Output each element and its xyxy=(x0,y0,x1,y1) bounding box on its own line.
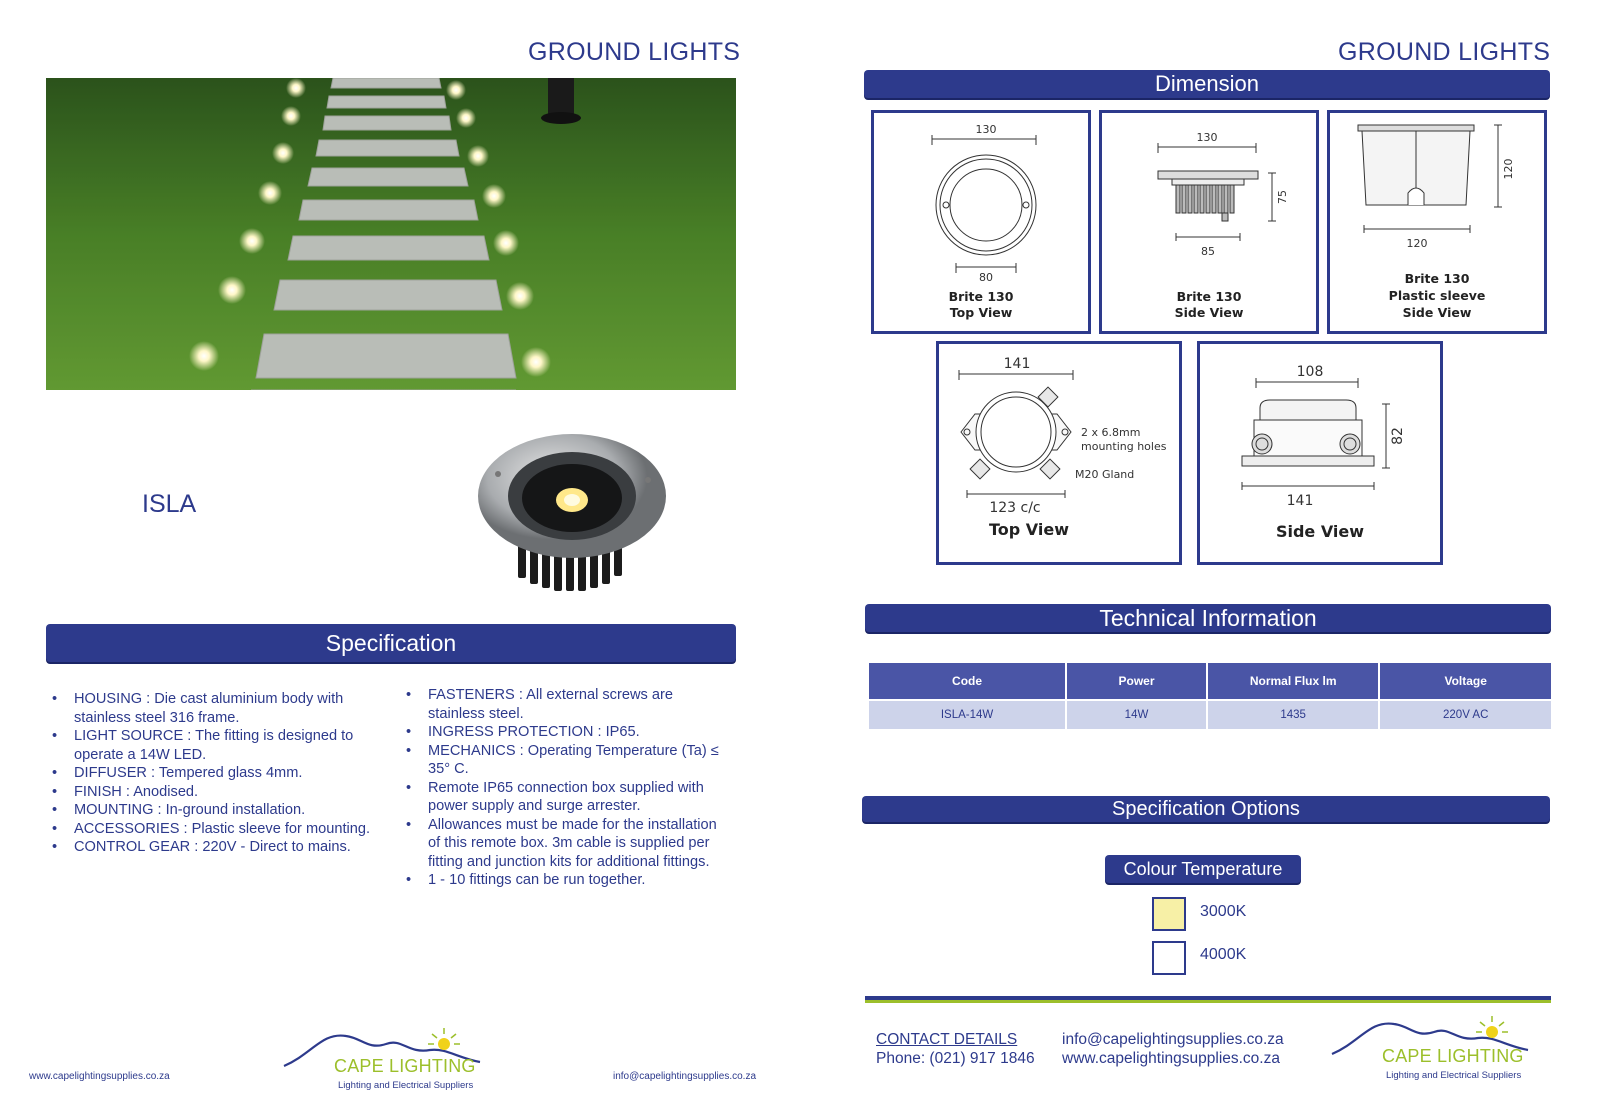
technical-table xyxy=(869,663,1551,729)
company-logo xyxy=(282,1024,492,1096)
spec-item: • MECHANICS : Operating Temperature (Ta) ≤ 35° C. xyxy=(402,742,732,779)
spec-options-header: Specification Options xyxy=(862,796,1550,822)
dim-height-label: 75 xyxy=(1276,190,1289,204)
spec-item: • HOUSING : Die cast aluminium body with stainless steel 316 frame. xyxy=(48,690,378,727)
table-cell: ISLA-14W xyxy=(869,700,1066,729)
contact-details-label: CONTACT DETAILS xyxy=(876,1031,1018,1048)
drawing-caption: Brite 130 xyxy=(1176,289,1242,304)
dim-bottom-label: 120 xyxy=(1406,237,1428,250)
swatch-4000k[interactable] xyxy=(1152,941,1186,975)
colour-temperature-label: Colour Temperature xyxy=(1105,855,1301,883)
dimension-header: Dimension xyxy=(864,70,1550,98)
drawing-caption: Top View xyxy=(949,305,1013,320)
footer-website[interactable]: www.capelightingsupplies.co.za xyxy=(29,1071,170,1082)
table-header-row xyxy=(869,663,1551,700)
dim-bottom-label: 141 xyxy=(1286,493,1314,509)
drawing-sleeve-view xyxy=(1327,110,1547,334)
drawing-caption: Brite 130 xyxy=(1404,271,1470,286)
logo-name: CAPE LIGHTING xyxy=(1382,1046,1524,1066)
swatch-3000k[interactable] xyxy=(1152,897,1186,931)
dim-width-label: 130 xyxy=(975,123,997,136)
option-label-4000k: 4000K xyxy=(1200,946,1247,963)
specification-header: Specification xyxy=(46,624,736,662)
contact-website[interactable]: www.capelightingsupplies.co.za xyxy=(1062,1050,1280,1067)
logo-tagline: Lighting and Electrical Suppliers xyxy=(338,1080,474,1091)
footer-divider-accent xyxy=(865,1000,1551,1003)
spec-item: • Allowances must be made for the installation of this remote box. 3m cable is supplied per fitting and junction kits for additional fittings. xyxy=(402,816,732,872)
product-image xyxy=(476,430,672,592)
spec-item: • LIGHT SOURCE : The fitting is designed to operate a 14W LED. xyxy=(48,727,378,764)
drawing-box-top-view xyxy=(936,341,1182,565)
dim-height-label: 82 xyxy=(1390,427,1406,445)
spec-item: • INGRESS PROTECTION : IP65. xyxy=(402,723,732,742)
footer-email[interactable]: info@capelightingsupplies.co.za xyxy=(613,1071,757,1082)
gland-label: M20 Gland xyxy=(1075,468,1135,481)
dim-height-label: 120 xyxy=(1502,158,1515,180)
holes-label: 2 x 6.8mm xyxy=(1081,426,1141,439)
spec-item: • Remote IP65 connection box supplied with power supply and surge arrester. xyxy=(402,779,732,816)
column-header: Code xyxy=(869,663,1066,700)
drawing-box-side-view xyxy=(1197,341,1443,565)
dim-width-label: 130 xyxy=(1196,131,1218,144)
contact-phone[interactable]: Phone: (021) 917 1846 xyxy=(876,1050,1035,1067)
drawing-caption: Side View xyxy=(1402,305,1472,320)
table-row xyxy=(869,700,1551,729)
centers-label: 123 c/c xyxy=(989,500,1041,516)
spec-item: • MOUNTING : In-ground installation. xyxy=(48,801,378,820)
spec-item: • ACCESSORIES : Plastic sleeve for mounting. xyxy=(48,820,378,839)
column-header: Power xyxy=(1066,663,1207,700)
right-page-title: GROUND LIGHTS xyxy=(1338,38,1551,66)
logo-name: CAPE LIGHTING xyxy=(334,1056,476,1076)
spec-item: • DIFFUSER : Tempered glass 4mm. xyxy=(48,764,378,783)
spec-item: • FINISH : Anodised. xyxy=(48,783,378,802)
logo-tagline: Lighting and Electrical Suppliers xyxy=(1386,1070,1522,1081)
dim-bottom-label: 85 xyxy=(1201,245,1215,258)
spec-list-left xyxy=(48,690,378,857)
dim-width-label: 108 xyxy=(1296,364,1324,380)
spec-item: • FASTENERS : All external screws are stainless steel. xyxy=(402,686,732,723)
drawing-caption: Side View xyxy=(1275,522,1365,541)
garden-path-photo xyxy=(46,78,736,390)
contact-email[interactable]: info@capelightingsupplies.co.za xyxy=(1062,1031,1284,1048)
spec-list-right xyxy=(402,686,732,890)
option-label-3000k: 3000K xyxy=(1200,903,1247,920)
holes-label: mounting holes xyxy=(1081,440,1167,453)
left-page-title: GROUND LIGHTS xyxy=(528,38,741,66)
table-cell: 14W xyxy=(1066,700,1207,729)
dim-width-label: 141 xyxy=(1003,356,1031,372)
drawing-caption: Plastic sleeve xyxy=(1388,288,1486,303)
drawing-top-view xyxy=(871,110,1091,334)
drawing-caption: Brite 130 xyxy=(948,289,1014,304)
table-cell: 1435 xyxy=(1207,700,1380,729)
technical-info-header: Technical Information xyxy=(865,604,1551,632)
product-name: ISLA xyxy=(142,490,197,518)
column-header: Normal Flux lm xyxy=(1207,663,1380,700)
column-header: Voltage xyxy=(1379,663,1551,700)
drawing-side-view xyxy=(1099,110,1319,334)
table-cell: 220V AC xyxy=(1379,700,1551,729)
company-logo-right xyxy=(1330,1012,1540,1088)
dim-bottom-label: 80 xyxy=(979,271,993,284)
drawing-caption: Side View xyxy=(1174,305,1244,320)
drawing-caption: Top View xyxy=(988,520,1070,539)
spec-item: • 1 - 10 fittings can be run together. xyxy=(402,871,732,890)
spec-item: • CONTROL GEAR : 220V - Direct to mains. xyxy=(48,838,378,857)
